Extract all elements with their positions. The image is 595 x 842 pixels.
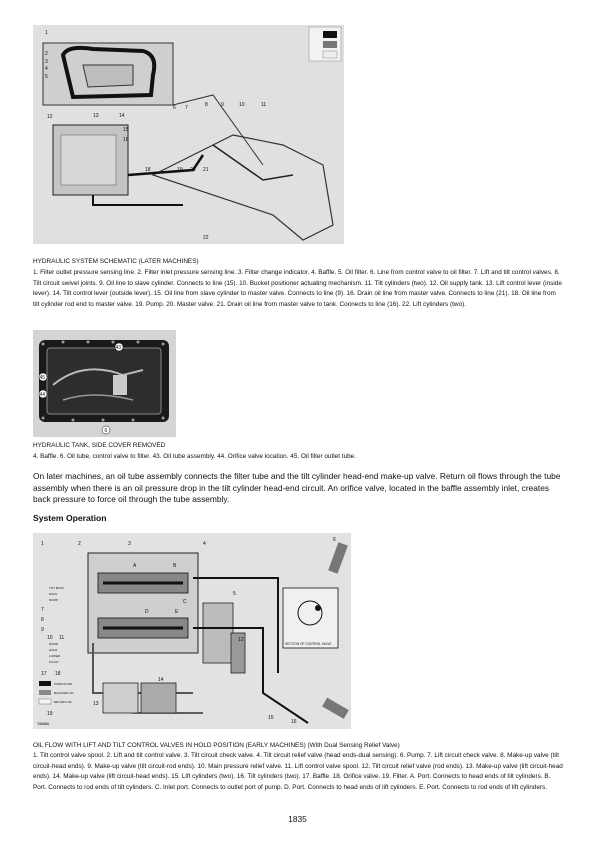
- callout-18: 18: [55, 671, 61, 677]
- callout-11: 11: [59, 635, 65, 641]
- callout-6: 6: [104, 428, 108, 434]
- callout-16: 16: [123, 137, 129, 143]
- callout-8: 8: [205, 102, 208, 108]
- callout-18: 18: [145, 167, 151, 173]
- callout-16: 16: [291, 719, 297, 725]
- callout-2: 2: [45, 51, 48, 57]
- label-float: FLOAT: [49, 660, 59, 664]
- callout-19: 19: [177, 167, 183, 173]
- tank-photo-drawing: [33, 330, 176, 437]
- callout-d: D: [145, 609, 149, 615]
- callout-7: 7: [185, 105, 188, 111]
- section-heading: System Operation: [33, 513, 107, 523]
- callout-4: 4: [45, 66, 48, 72]
- legend-pump-flow: PUMP FLOW: [54, 682, 73, 686]
- callout-45: 45: [39, 375, 46, 381]
- callout-13: 13: [93, 113, 99, 119]
- callout-17: 17: [41, 671, 47, 677]
- callout-9: 9: [41, 627, 44, 633]
- label-hold-1: HOLD: [49, 592, 58, 596]
- inset-label: SECTION OF CONTROL VALVE: [285, 642, 332, 646]
- callout-b: B: [173, 563, 177, 569]
- label-raise: RAISE: [49, 642, 59, 646]
- callout-44: 44: [39, 392, 46, 398]
- callout-22: 22: [203, 235, 209, 241]
- callout-11: 11: [261, 102, 267, 108]
- callout-5: 5: [233, 591, 236, 597]
- callout-12: 12: [238, 637, 244, 643]
- callout-e: E: [175, 609, 179, 615]
- hydraulic-schematic-figure: [33, 25, 344, 244]
- callout-15: 15: [268, 715, 274, 721]
- hydraulic-tank-photo: [33, 330, 176, 437]
- label-dump: DUMP: [49, 598, 58, 602]
- callout-5: 5: [45, 74, 48, 80]
- callout-10: 10: [239, 102, 245, 108]
- callout-6: 6: [173, 105, 176, 111]
- legend-return-oil: RETURN OIL: [54, 700, 73, 704]
- callout-9: 9: [221, 102, 224, 108]
- oil-flow-diagram: [33, 533, 351, 729]
- callout-14: 14: [119, 113, 125, 119]
- callout-10: 10: [47, 635, 53, 641]
- callout-4: 4: [203, 541, 206, 547]
- hydraulic-schematic-drawing: [33, 25, 344, 244]
- callout-8: 8: [41, 617, 44, 623]
- figure3-caption-title: OIL FLOW WITH LIFT AND TILT CONTROL VALVES IN HOLD POSITION (EARLY MACHINES) (With Dual Sensing Relief Valve): [33, 742, 400, 749]
- callout-21: 21: [203, 167, 209, 173]
- callout-19: 19: [47, 711, 53, 717]
- callout-a: A: [133, 563, 137, 569]
- callout-13: 13: [93, 701, 99, 707]
- label-hold-2: HOLD: [49, 648, 58, 652]
- callout-c: C: [183, 599, 187, 605]
- callout-14: 14: [158, 677, 164, 683]
- callout-43: 43: [115, 345, 122, 351]
- callout-3: 3: [128, 541, 131, 547]
- callout-1: 1: [45, 30, 48, 36]
- callout-20: 20: [190, 167, 196, 173]
- figure2-caption-title: HYDRAULIC TANK, SIDE COVER REMOVED: [33, 442, 166, 449]
- callout-3: 3: [45, 59, 48, 65]
- callout-7: 7: [41, 607, 44, 613]
- oil-flow-drawing: [33, 533, 351, 729]
- figure3-caption-body: 1. Tilt control valve spool. 2. Lift and tilt control valve. 3. Tilt circuit check valve. 4. Tilt circuit relief valve (head ends-dual sensing). 6. Pump. 7. Lift circuit check valve. 8. Make-up valve (tilt circuit-head ends). 9. Make-up valve (tilt circuit-rod ends). 10. Main pressure relief valve. 11. Lift control valve spool. 12. Tilt circuit relief valve (rod ends). 13. Make-up valve (lift circuit-head ends). 14. Make-up valve (lift circuit-head ends). 15. Lift cylinders (two). 16. Tilt cylinders (two). 17. Baffle. 18. Orifice valve. 19. Filter. A. Port. Connects to head ends of tilt cylinders. B. Port. Connects to rod ends of tilt cylinders. C. Inlet port. Connects to outlet port of pump. D. Port. Connects to head ends of lift cylinders. E. Port. Connects to rod ends of lift cylinders.: [33, 752, 563, 791]
- page-number: 1835: [288, 814, 307, 824]
- legend-blocked-oil: BLOCKED OIL: [54, 691, 75, 695]
- figure1-caption-title: HYDRAULIC SYSTEM SCHEMATIC (LATER MACHINES): [33, 258, 199, 265]
- figure2-caption-body: 4. Baffle. 6. Oil tube, control valve to filter. 43. Oil tube assembly. 44. Orifice valve location. 45. Oil filter outlet tube.: [33, 453, 357, 460]
- callout-15: 15: [123, 127, 129, 133]
- callout-2: 2: [78, 541, 81, 547]
- label-tilt-back: TILT BACK: [49, 586, 64, 590]
- callout-1: 1: [41, 541, 44, 547]
- figure1-caption-body: 1. Filter outlet pressure sensing line. 2. Filter inlet pressure sensing line. 3. Filter change indicator. 4. Baffle. 5. Oil filter. 6. Line from control valve to oil filter. 7. Lift and tilt control valves. 8. Tilt circuit swivel joints. 9. Oil line to slave cylinder. Connects to line (15). 10. Bucket positioner actuating mechanism. 11. Tilt cylinders (two). 12. Oil supply tank. 13. Lift control lever (inside lever). 14. Tilt control lever (outside lever). 15. Oil line from slave cylinder to master valve. Connects to line (9). 16. Drain oil line from master valve. Connects to line (21). 18. Oil line from tilt cylinder rod end to master valve. 19. Pump. 20. Master valve. 21. Drain oil line from master valve to tank. Connects to line (16). 22. Lift cylinders (two).: [33, 269, 562, 308]
- callout-6: 6: [333, 537, 336, 543]
- body-paragraph: On later machines, an oil tube assembly connects the filter tube and the tilt cylinder head-end make-up valve. Return oil flows through the tube assembly when there is an oil pressure drop in the tilt cylinder head-end circuit. An orifice valve, located in the baffle assembly inlet, creates back pressure to force oil through the tube assembly.: [33, 471, 561, 505]
- callout-12: 12: [47, 114, 53, 120]
- label-lower: LOWER: [49, 654, 61, 658]
- figure-code: T86886: [37, 722, 50, 726]
